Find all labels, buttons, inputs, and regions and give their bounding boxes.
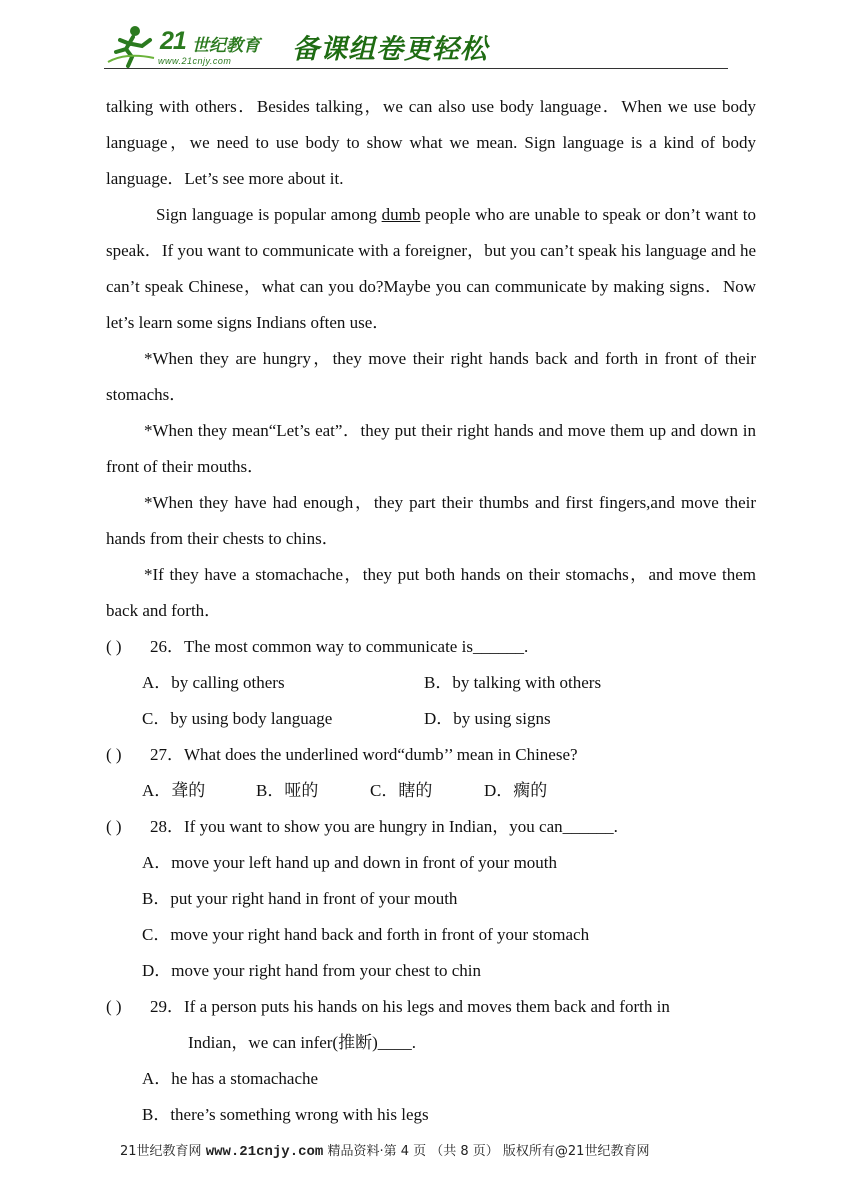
options-row (142, 665, 756, 701)
brand-number: 21 (160, 27, 186, 55)
passage-paragraph-6: *If they have a stomachache，they put both hands on their stomachs，and move them back and forth． (106, 565, 756, 620)
underlined-word: dumb (381, 205, 421, 224)
option-d: D．瘸的 (484, 781, 548, 800)
option-a: A．聋的 (142, 781, 206, 800)
paragraph-text: Sign language is popular among (156, 205, 382, 224)
passage-paragraph-4: *When they mean“Let’s eat”．they put their right hands and move them up and down in front of their mouths． (106, 421, 756, 476)
answer-blank[interactable]: ( ) (106, 745, 122, 764)
page-header (104, 22, 728, 70)
option-d: D．by using signs (424, 709, 551, 728)
option-b: B．there’s something wrong with his legs (142, 1105, 429, 1124)
option-d: D．move your right hand from your chest to chin (142, 961, 481, 980)
option-a: A．he has a stomachache (142, 1069, 319, 1088)
option-c: C．move your right hand back and forth in front of your stomach (142, 925, 590, 944)
footer-site: 21世纪教育网 (120, 1144, 206, 1159)
options-row (142, 701, 756, 737)
brand-url: www.21cnjy.com (158, 56, 232, 66)
option-c: C．by using body language (142, 709, 333, 728)
passage-paragraph-5: *When they have had enough，they part their thumbs and first fingers,and move their hands from their chests to chins． (106, 493, 756, 548)
question-26 (106, 629, 756, 665)
footer-url[interactable]: www.21cnjy.com (205, 1144, 324, 1160)
question-28 (106, 809, 756, 845)
question-stem: 27．What does the underlined word“dumb’’ mean in Chinese? (150, 745, 578, 764)
passage-paragraph-1: talking with others．Besides talking，we can also use body language．When we use body language，we need to use body to show what we mean. Sign language is a kind of body language．Let’s see more about it. (106, 97, 756, 188)
footer-info: 精品资料·第 4 页 （共 8 页） 版权所有@21世纪教育网 (323, 1144, 650, 1159)
page-content (106, 89, 756, 1133)
answer-blank[interactable]: ( ) (106, 637, 122, 656)
question-stem: 28．If you want to show you are hungry in Indian，you can______. (150, 817, 618, 836)
brand-name: 世纪教育 (192, 36, 260, 56)
answer-blank[interactable]: ( ) (106, 997, 122, 1016)
question-stem-continued: Indian，we can infer(推断)____. (188, 1033, 417, 1052)
option-c: C．瞎的 (370, 781, 433, 800)
passage-paragraph-2 (106, 197, 756, 341)
answer-blank[interactable]: ( ) (106, 817, 122, 836)
header-divider (104, 68, 728, 69)
paragraph-text: people who are unable to speak or don’t want to speak．If you want to communicate with a foreigner，but you can’t speak his language and he can’t speak Chinese，what can you do?Maybe you can communicate by making signs．Now let’s learn some signs Indians often use． (106, 205, 756, 332)
passage-paragraph-3: *When they are hungry，they move their right hands back and forth in front of their stomachs． (106, 349, 756, 404)
question-stem: 26．The most common way to communicate is______. (150, 637, 529, 656)
option-b: B．哑的 (256, 781, 319, 800)
options-row (142, 773, 756, 809)
question-29 (106, 989, 756, 1025)
option-b: B．put your right hand in front of your mouth (142, 889, 458, 908)
header-slogan: 备课组卷更轻松 (292, 34, 488, 65)
option-a: A．by calling others (142, 673, 285, 692)
page-footer (120, 1140, 649, 1160)
question-stem: 29．If a person puts his hands on his legs and moves them back and forth in (150, 997, 670, 1016)
runner-logo-icon (106, 22, 164, 68)
option-a: A．move your left hand up and down in front of your mouth (142, 853, 558, 872)
option-b: B．by talking with others (424, 673, 602, 692)
question-27 (106, 737, 756, 773)
